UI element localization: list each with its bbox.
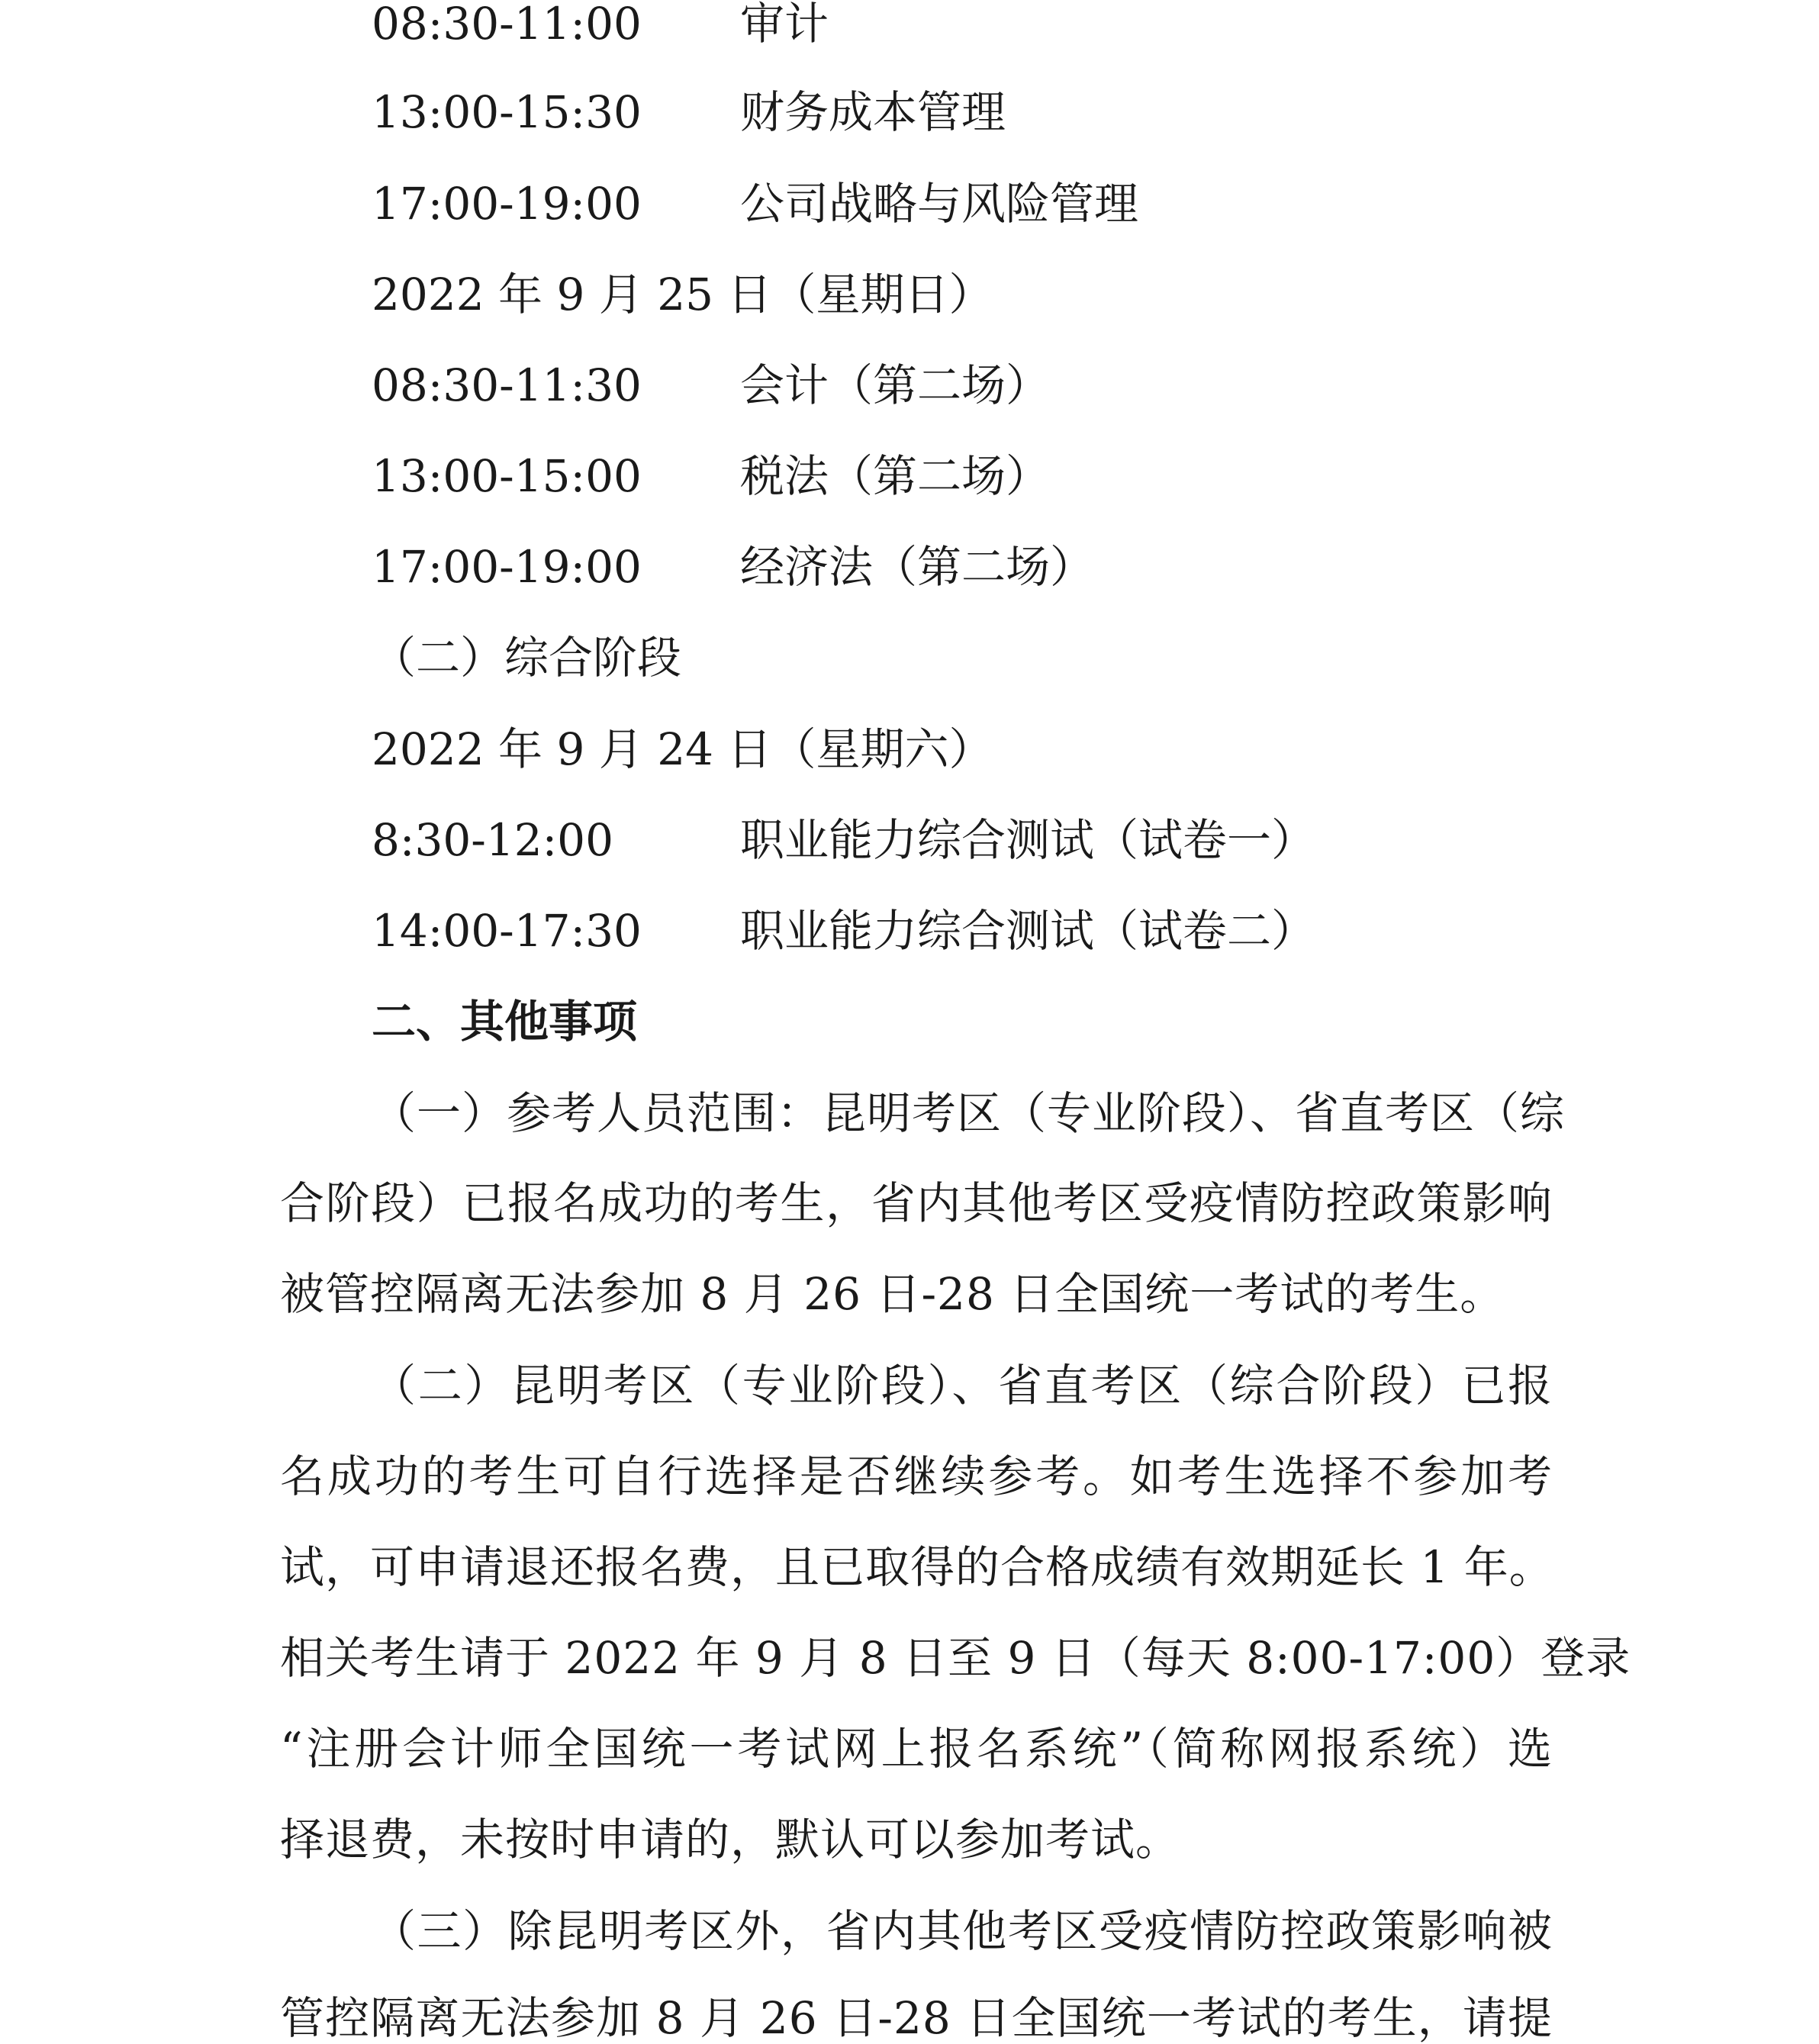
section-heading: （二）综合阶段	[372, 632, 682, 684]
paragraph-line: 被管控隔离无法参加 8 月 26 日-28 日全国统一考试的考生。	[280, 1268, 1505, 1320]
schedule-time: 14:00-17:30	[372, 905, 642, 957]
schedule-time: 08:30-11:30	[372, 359, 642, 411]
exam-date: 2022 年 9 月 24 日（星期六）	[372, 723, 993, 775]
schedule-time: 8:30-12:00	[372, 814, 613, 866]
paragraph-line: 名成功的考生可自行选择是否继续参考。如考生选择不参加考	[280, 1450, 1553, 1502]
paragraph-line: （三）除昆明考区外，省内其他考区受疫情防控政策影响被	[372, 1905, 1553, 1957]
schedule-subject: 财务成本管理	[740, 86, 1006, 138]
section-title: 二、其他事项	[372, 996, 638, 1048]
schedule-subject: 税法（第二场）	[740, 450, 1051, 502]
schedule-time: 17:00-19:00	[372, 541, 642, 593]
schedule-time: 13:00-15:00	[372, 450, 642, 502]
schedule-subject: 审计	[740, 0, 829, 50]
schedule-subject: 经济法（第二场）	[740, 541, 1095, 593]
paragraph-line: “注册会计师全国统一考试网上报名系统”（简称网报系统）选	[280, 1723, 1553, 1775]
schedule-time: 08:30-11:00	[372, 0, 642, 50]
schedule-time: 17:00-19:00	[372, 178, 642, 230]
schedule-subject: 职业能力综合测试（试卷二）	[740, 905, 1316, 957]
paragraph-line: 择退费，未按时申请的，默认可以参加考试。	[280, 1814, 1181, 1865]
schedule-subject: 公司战略与风险管理	[740, 178, 1139, 230]
exam-date: 2022 年 9 月 25 日（星期日）	[372, 269, 993, 320]
paragraph-line: 试，可申请退还报名费，且已取得的合格成绩有效期延长 1 年。	[280, 1541, 1554, 1593]
paragraph-line: （二）昆明考区（专业阶段）、省直考区（综合阶段）已报	[372, 1360, 1553, 1411]
paragraph-line: 合阶段）已报名成功的考生，省内其他考区受疫情防控政策影响	[280, 1177, 1553, 1229]
schedule-subject: 会计（第二场）	[740, 359, 1051, 411]
paragraph-line: （一）参考人员范围：昆明考区（专业阶段）、省直考区（综	[372, 1087, 1566, 1139]
paragraph-line: 相关考生请于 2022 年 9 月 8 日至 9 日（每天 8:00-17:00）登录	[280, 1632, 1631, 1684]
paragraph-line: 管控隔离无法参加 8 月 26 日-28 日全国统一考试的考生，请提	[280, 1992, 1553, 2044]
schedule-subject: 职业能力综合测试（试卷一）	[740, 814, 1316, 866]
schedule-time: 13:00-15:30	[372, 86, 642, 138]
